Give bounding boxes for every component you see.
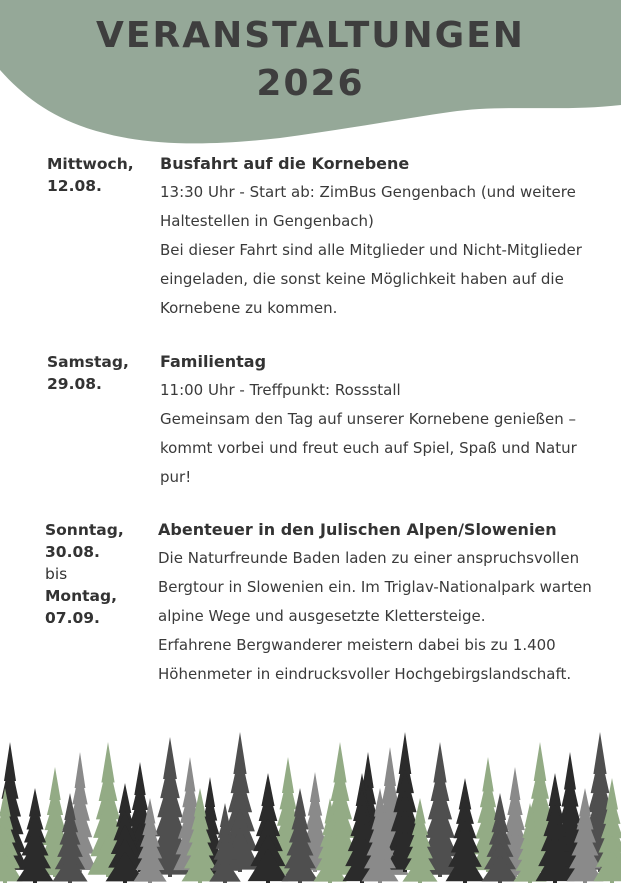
event-text-line: Bei dieser Fahrt sind alle Mitglieder und Nicht-Mitglieder xyxy=(160,241,582,259)
event-day: 29.08. xyxy=(47,375,102,393)
event-text-line: Die Naturfreunde Baden laden zu einer anspruchsvollen xyxy=(158,549,580,567)
event-end-weekday: Montag, xyxy=(45,587,117,605)
event-weekday: Mittwoch, xyxy=(47,155,134,173)
event-date-connector: bis xyxy=(45,565,68,583)
event-text-line: 13:30 Uhr - Start ab: ZimBus Gengenbach (und weitere xyxy=(160,183,576,201)
event-text-line: Bergtour in Slowenien ein. Im Triglav-Nationalpark warten xyxy=(158,578,592,596)
event-text-line: eingeladen, die sonst keine Möglichkeit haben auf die xyxy=(160,270,564,288)
event-title: Busfahrt auf die Kornebene xyxy=(160,154,410,173)
event-date xyxy=(45,519,124,629)
forest-illustration xyxy=(0,722,621,883)
page-title-year: 2026 xyxy=(256,63,365,104)
event-text-line: pur! xyxy=(160,468,192,486)
event-weekday: Sonntag, xyxy=(45,521,124,539)
event-text-line: Kornebene zu kommen. xyxy=(160,299,338,317)
page-title: VERANSTALTUNGEN xyxy=(96,15,525,56)
event-details xyxy=(158,519,592,689)
event-text-line: 11:00 Uhr - Treffpunkt: Rossstall xyxy=(160,381,401,399)
event-title: Familientag xyxy=(160,352,267,371)
event-text-line: kommt vorbei und freut euch auf Spiel, Spaß und Natur xyxy=(160,439,577,457)
event-day: 30.08. xyxy=(45,543,100,561)
event-text-line: Erfahrene Bergwanderer meistern dabei bis zu 1.400 xyxy=(158,636,556,654)
event-text-line: alpine Wege und ausgesetzte Klettersteige. xyxy=(158,607,486,625)
event-end-day: 07.09. xyxy=(45,609,100,627)
event-details xyxy=(160,351,577,492)
event-details xyxy=(160,153,582,323)
event-text-line: Gemeinsam den Tag auf unserer Kornebene genießen – xyxy=(160,410,577,428)
event-title: Abenteuer in den Julischen Alpen/Slowenien xyxy=(158,520,557,539)
event-weekday: Samstag, xyxy=(47,353,129,371)
event-day: 12.08. xyxy=(47,177,102,195)
event-text-line: Haltestellen in Gengenbach) xyxy=(160,212,374,230)
event-text-line: Höhenmeter in eindrucksvoller Hochgebirgslandschaft. xyxy=(158,665,572,683)
event-date xyxy=(47,351,129,395)
event-date xyxy=(47,153,134,197)
